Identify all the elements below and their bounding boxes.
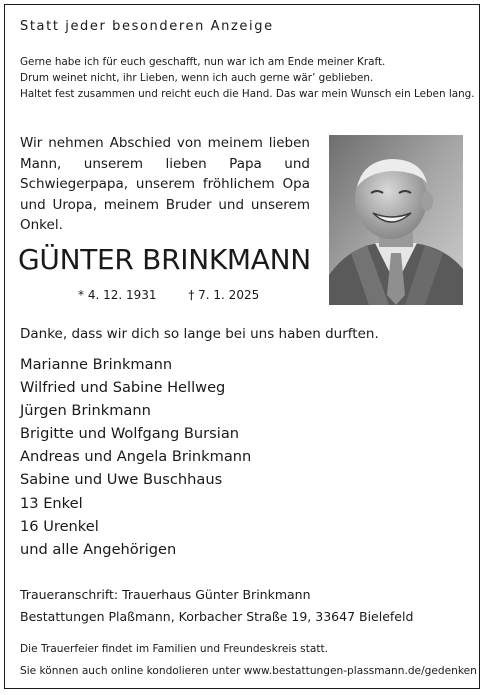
list-item: Andreas und Angela Brinkmann xyxy=(20,448,252,466)
list-item: Sabine und Uwe Buschhaus xyxy=(20,471,223,489)
poem-line: Haltet fest zusammen und reicht euch die Hand. Das war mein Wunsch ein Leben lang. xyxy=(20,87,475,100)
list-item: 13 Enkel xyxy=(20,494,83,512)
portrait-photo xyxy=(329,135,463,305)
poem-line: Gerne habe ich für euch geschafft, nun war ich am Ende meiner Kraft. xyxy=(20,56,386,68)
intro-text: Wir nehmen Abschied von meinem lieben Mann, unserem lieben Papa und Schwiegerpapa, unserem fröhlichem Opa und Uropa, meinem Bruder und unserem Onkel. xyxy=(20,135,310,233)
poem-line: Drum weinet nicht, ihr Lieben, wenn ich auch gerne wär’ geblieben. xyxy=(20,71,374,84)
mourning-address xyxy=(20,584,413,627)
mourners-list xyxy=(20,353,251,561)
footer-notes xyxy=(20,639,477,682)
address-line: Traueranschrift: Trauerhaus Günter Brinkmann xyxy=(20,587,311,602)
deceased-name: GÜNTER BRINKMANN xyxy=(18,243,311,276)
thanks-text: Danke, dass wir dich so lange bei uns haben durften. xyxy=(20,326,379,342)
list-item: Brigitte und Wolfgang Bursian xyxy=(20,425,240,443)
list-item: Marianne Brinkmann xyxy=(20,356,173,373)
birth-date: * 4. 12. 1931 xyxy=(78,288,157,302)
poem xyxy=(20,55,475,102)
address-line: Bestattungen Plaßmann, Korbacher Straße 19, 33647 Bielefeld xyxy=(20,608,414,624)
death-date: † 7. 1. 2025 xyxy=(188,288,260,302)
footer-line: Die Trauerfeier findet im Familien und Freundeskreis statt. xyxy=(20,643,329,655)
life-dates xyxy=(78,288,287,302)
list-item: Jürgen Brinkmann xyxy=(20,402,151,420)
list-item: Wilfried und Sabine Hellweg xyxy=(20,379,226,397)
notice-header: Statt jeder besonderen Anzeige xyxy=(20,19,274,34)
footer-line: Sie können auch online kondolieren unter www.bestattungen-plassmann.de/gedenken xyxy=(20,664,477,677)
list-item: 16 Urenkel xyxy=(20,517,99,535)
list-item: und alle Angehörigen xyxy=(20,540,177,558)
